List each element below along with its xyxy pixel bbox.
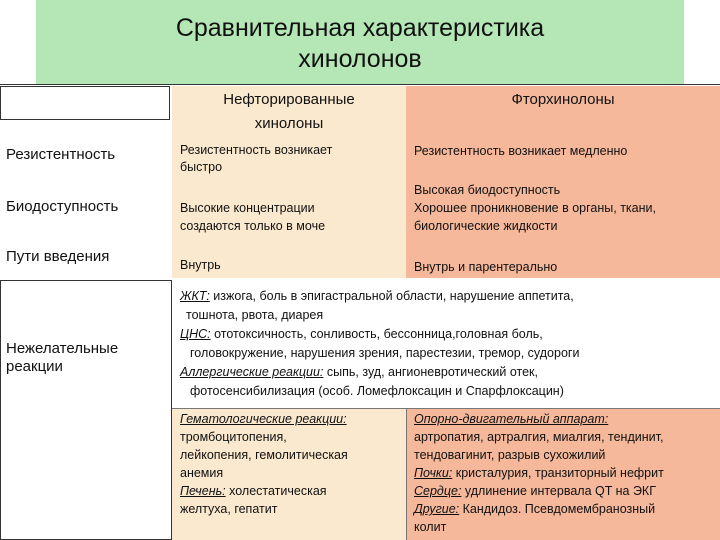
cns-text-2: головокружение, нарушения зрения, парестезии, тремор, судороги xyxy=(190,346,580,360)
row-label-adverse-line2: реакции xyxy=(6,358,63,375)
bioavailability-fluoro-line1: Высокая биодоступность xyxy=(414,183,561,197)
column-header-nonfluorinated-line1: Нефторированные xyxy=(223,91,355,108)
row-label-bioavailability: Биодоступность xyxy=(6,198,119,215)
page-title-line1: Сравнительная характеристика xyxy=(175,14,545,42)
other-text-2: колит xyxy=(414,520,447,534)
allergy-title: Аллергические реакции: xyxy=(180,365,324,379)
adverse-label-cell xyxy=(0,280,172,540)
allergy-text-2: фотосенсибилизация (особ. Ломефлоксацин и Спарфлоксацин) xyxy=(190,384,564,398)
adverse-fluoro-text xyxy=(414,410,720,536)
top-border xyxy=(0,84,720,85)
git-title: ЖКТ: xyxy=(180,289,210,303)
resistance-nonfluor xyxy=(180,142,332,176)
heart-text: удлинение интервала QT на ЭКГ xyxy=(461,484,656,498)
git-text-1: изжога, боль в эпигастральной области, нарушение аппетита, xyxy=(209,289,574,303)
liver-title: Печень: xyxy=(180,484,226,498)
msk-text-1: артропатия, артралгия, миалгия, тендинит, xyxy=(414,430,664,444)
cns-text-1: ототоксичность, сонливость, бессонница,головная боль, xyxy=(210,327,543,341)
git-line xyxy=(180,287,720,306)
bioavailability-fluoro-line2: Хорошее проникновение в органы, ткани, xyxy=(414,201,656,215)
row-label-adverse xyxy=(6,340,118,376)
hemat-text-2: лейкопения, гемолитическая xyxy=(180,448,348,462)
kidney-line xyxy=(414,464,720,482)
row-label-adverse-line1: Нежелательные xyxy=(6,340,119,357)
other-text-1: Кандидоз. Псевдомембранозный xyxy=(459,502,656,516)
page-title-line2: хинолонов xyxy=(298,45,422,73)
bioavailability-fluoro xyxy=(414,181,656,235)
cns-title: ЦНС: xyxy=(180,327,211,341)
cns-line xyxy=(180,325,720,344)
hemat-text-1: тромбоцитопения, xyxy=(180,430,287,444)
other-line xyxy=(414,500,720,518)
column-header-nonfluorinated xyxy=(172,88,406,136)
allergy-text-1: сыпь, зуд, ангионевротический отек, xyxy=(323,365,538,379)
kidney-text: кристалурия, транзиторный нефрит xyxy=(452,466,664,480)
routes-fluoro: Внутрь и парентерально xyxy=(414,260,558,274)
bioavailability-nonfluor xyxy=(180,199,325,235)
adverse-hline xyxy=(172,408,720,409)
header-empty-cell xyxy=(0,86,170,120)
liver-text-1: холестатическая xyxy=(225,484,327,498)
row-label-resistance: Резистентность xyxy=(6,146,116,163)
row-label-routes: Пути введения xyxy=(6,248,110,265)
bioavailability-fluoro-line3: биологические жидкости xyxy=(414,219,558,233)
liver-text-2: желтуха, гепатит xyxy=(180,502,278,516)
git-text-2: тошнота, рвота, диарея xyxy=(186,308,324,322)
adverse-common-text xyxy=(180,287,720,401)
column-header-nonfluorinated-line2: хинолоны xyxy=(254,115,324,132)
resistance-nonfluor-line1: Резистентность возникает xyxy=(180,143,333,157)
routes-nonfluor: Внутрь xyxy=(180,258,221,272)
resistance-fluoro: Резистентность возникает медленно xyxy=(414,144,628,158)
liver-line xyxy=(180,482,404,500)
heart-line xyxy=(414,482,720,500)
kidney-title: Почки: xyxy=(414,466,453,480)
column-header-fluoroquinolones: Фторхинолоны xyxy=(511,91,615,108)
resistance-nonfluor-line2: быстро xyxy=(180,160,223,174)
adverse-nonfluor-text xyxy=(180,410,404,518)
hemat-title: Гематологические реакции: xyxy=(180,412,347,426)
other-title: Другие: xyxy=(414,502,460,516)
msk-title: Опорно-двигательный аппарат: xyxy=(414,412,609,426)
bioavailability-nonfluor-line2: создаются только в моче xyxy=(180,219,326,233)
adverse-divider xyxy=(406,408,407,540)
allergy-line xyxy=(180,363,720,382)
bioavailability-nonfluor-line1: Высокие концентрации xyxy=(180,201,315,215)
msk-text-2: тендовагинит, разрыв сухожилий xyxy=(414,448,606,462)
heart-title: Сердце: xyxy=(414,484,462,498)
hemat-text-3: анемия xyxy=(180,466,224,480)
